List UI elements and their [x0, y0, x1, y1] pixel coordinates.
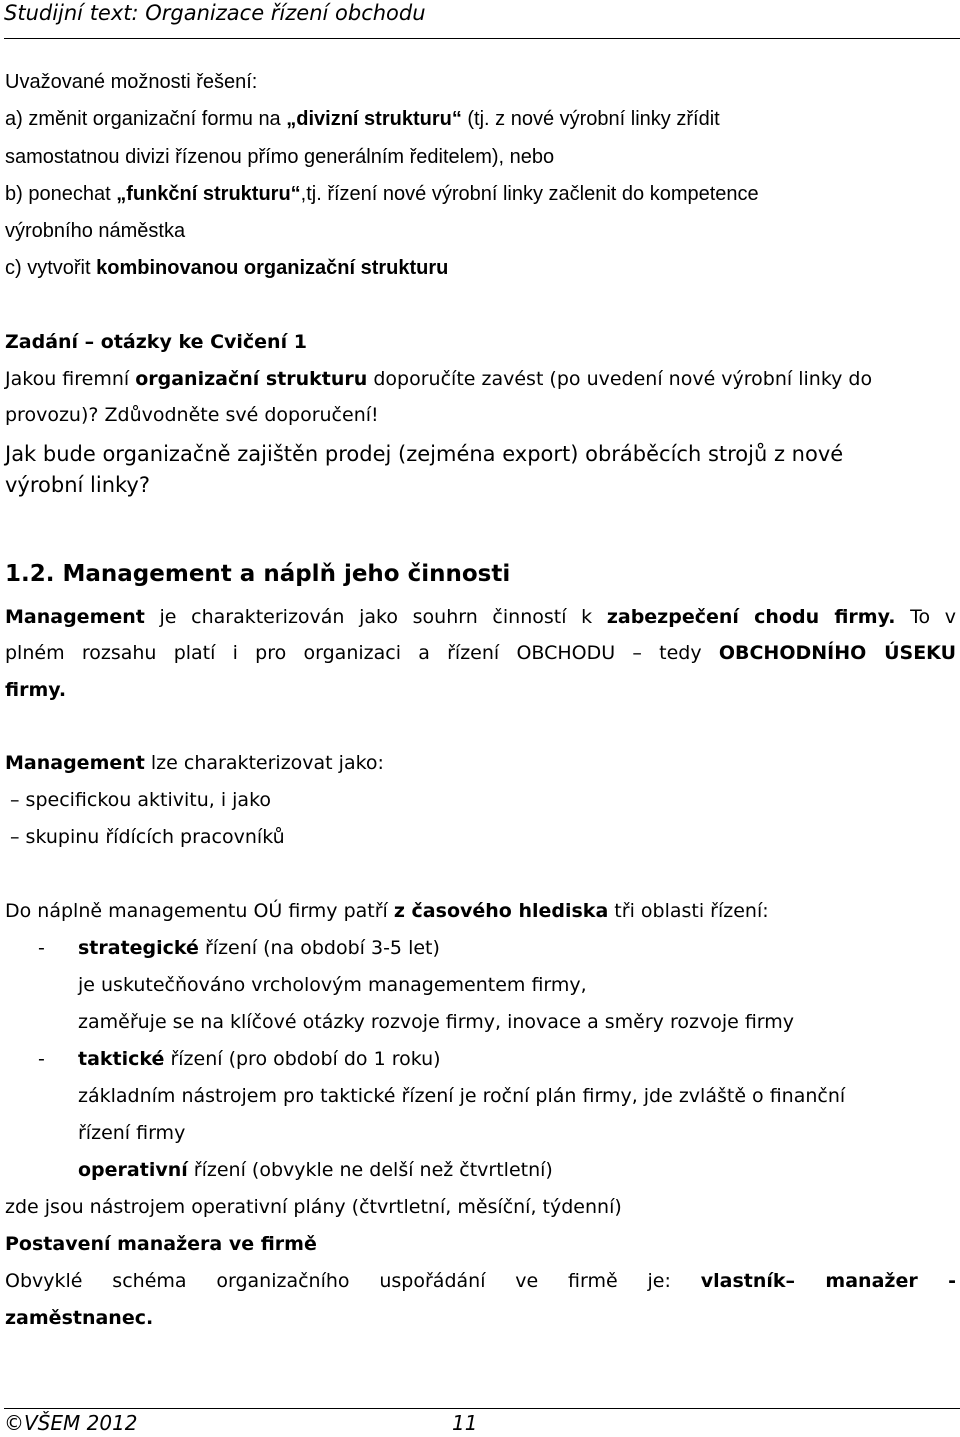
page-header — [4, 0, 960, 39]
exercise-q1-cont: provozu)? Zdůvodněte své doporučení! — [5, 404, 379, 426]
option-a: a) změnit organizační formu na „divizní strukturu“ (tj. z nové výrobní linky zřídit — [5, 108, 720, 130]
list-item: – skupinu řídících pracovníků — [10, 826, 285, 848]
strategic-line2: je uskutečňováno vrcholovým managementem firmy, — [78, 974, 587, 996]
option-a-cont: samostatnou divizi řízenou přímo generálním ředitelem), nebo — [5, 146, 555, 168]
strategic-item: strategické řízení (na období 3-5 let) — [78, 937, 440, 959]
tactical-dash: - — [38, 1048, 45, 1070]
section-p3: Do náplně managementu OÚ firmy patří z časového hlediska tři oblasti řízení: — [5, 900, 769, 922]
manager-text: Obvyklé schéma organizačního uspořádání ve firmě je: vlastník– manažer - — [5, 1270, 956, 1292]
operative-line2: zde jsou nástrojem operativní plány (čtvrtletní, měsíční, týdenní) — [5, 1196, 622, 1218]
list-item: – specifickou aktivitu, i jako — [10, 789, 272, 811]
options-intro: Uvažované možnosti řešení: — [5, 71, 258, 93]
exercise-q2-cont: výrobní linky? — [5, 473, 150, 497]
tactical-line2: základním nástrojem pro taktické řízení je roční plán firmy, jde zvláště o finanční — [78, 1085, 846, 1107]
tactical-line3: řízení firmy — [78, 1122, 186, 1144]
section-heading: 1.2. Management a náplň jeho činnosti — [5, 561, 511, 587]
footer-copyright: ©VŠEM 2012 — [4, 1411, 138, 1435]
option-c: c) vytvořit kombinovanou organizační strukturu — [5, 257, 449, 279]
exercise-heading: Zadání – otázky ke Cvičení 1 — [5, 331, 307, 353]
strategic-line3: zaměřuje se na klíčové otázky rozvoje firmy, inovace a směry rozvoje firmy — [78, 1011, 795, 1033]
option-b-cont: výrobního náměstka — [5, 220, 186, 242]
page-number: 11 — [452, 1411, 478, 1435]
operative-item: operativní řízení (obvykle ne delší než čtvrtletní) — [78, 1159, 553, 1181]
tactical-item: taktické řízení (pro období do 1 roku) — [78, 1048, 441, 1070]
section-p1-line3: firmy. — [5, 679, 67, 701]
option-b: b) ponechat „funkční strukturu“,tj. řízení nové výrobní linky začlenit do kompetence — [5, 183, 759, 205]
section-p2: Management lze charakterizovat jako: — [5, 752, 384, 774]
header-title: Studijní text: Organizace řízení obchodu — [4, 1, 426, 25]
manager-heading: Postavení manažera ve firmě — [5, 1233, 317, 1255]
manager-text-line2: zaměstnanec. — [5, 1307, 154, 1329]
page-footer — [4, 1408, 960, 1437]
exercise-q2: Jak bude organizačně zajištěn prodej (zejména export) obráběcích strojů z nové — [5, 442, 844, 466]
exercise-q1: Jakou firemní organizační strukturu doporučíte zavést (po uvedení nové výrobní linky do — [5, 368, 873, 390]
section-p1: Management je charakterizován jako souhrn činností k zabezpečení chodu firmy. To v — [5, 606, 957, 628]
strategic-dash: - — [38, 937, 45, 959]
section-p1-line2: plném rozsahu platí i pro organizaci a řízení OBCHODU – tedy OBCHODNÍHO ÚSEKU — [5, 642, 957, 664]
